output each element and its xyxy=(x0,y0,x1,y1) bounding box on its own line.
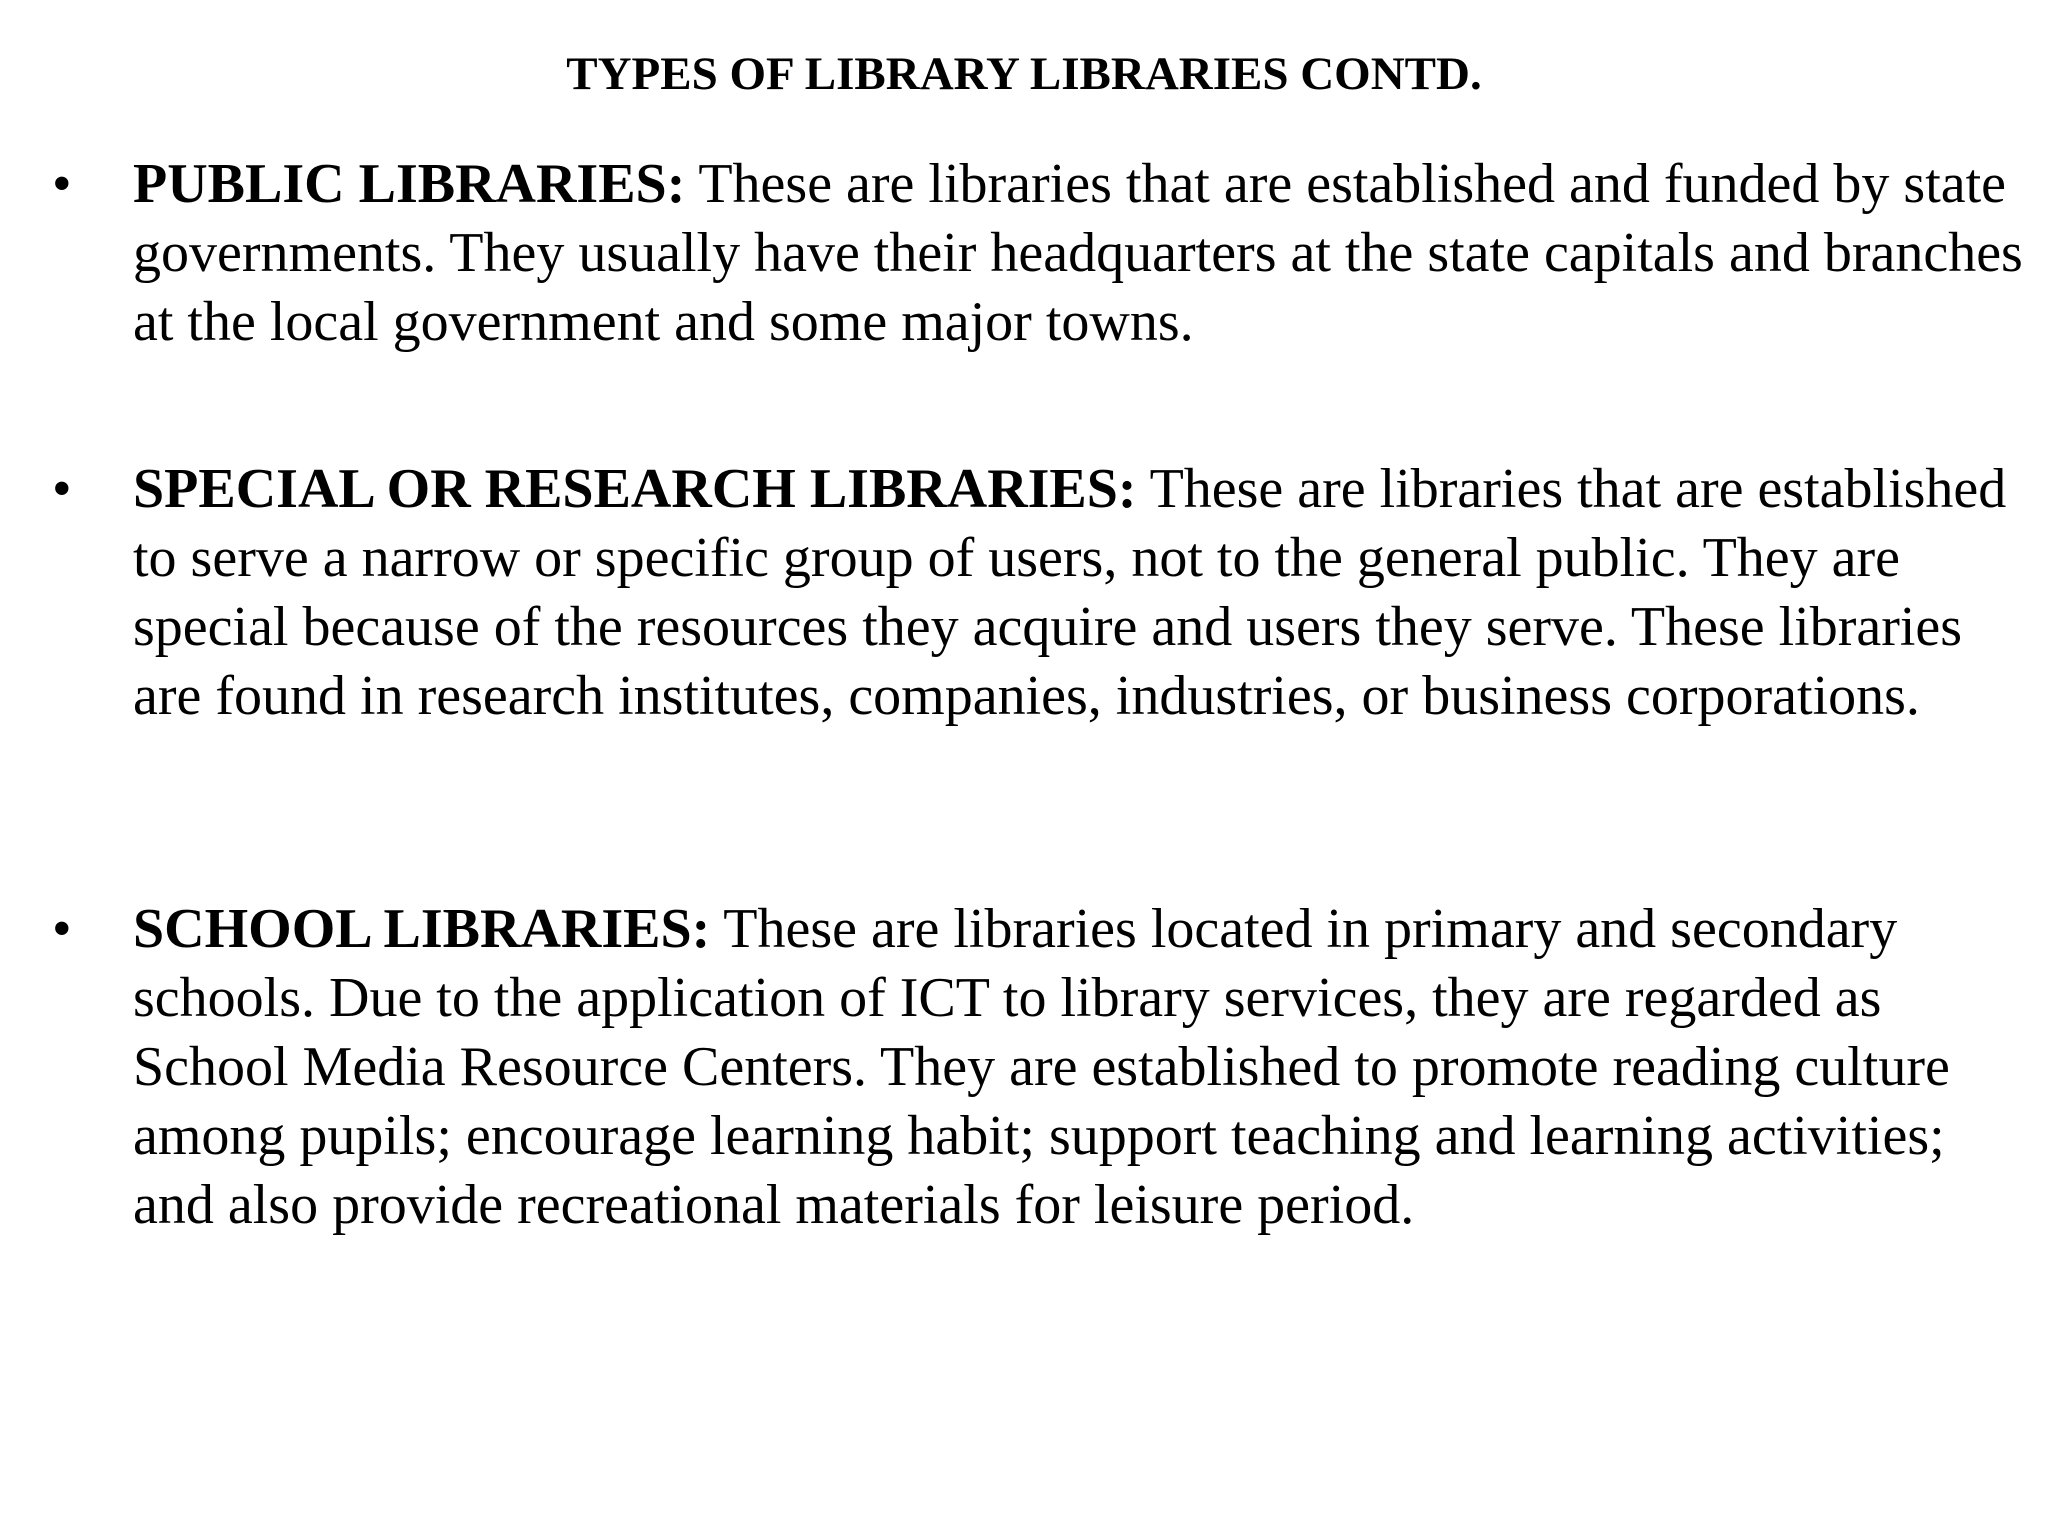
bullet-text xyxy=(133,150,2023,357)
bullet-term: PUBLIC LIBRARIES: xyxy=(133,153,686,215)
bullet-text xyxy=(133,455,2023,731)
bullet-description: These are libraries that are established and funded by state governments. They usually have their headquarters at the state capitals and branches at the local government and some major towns. xyxy=(133,153,2023,353)
bullet-term: SPECIAL OR RESEARCH LIBRARIES: xyxy=(133,458,1137,520)
bullet-term: SCHOOL LIBRARIES: xyxy=(133,898,711,960)
bullet-text xyxy=(133,895,2023,1240)
bullet-icon: • xyxy=(52,898,72,960)
bullet-description: These are libraries that are established to serve a narrow or specific group of users, not to the general public. They are special because of the resources they acquire and users they serve. These libraries are found in research institutes, companies, industries, or business corporations. xyxy=(133,458,2007,727)
bullet-icon: • xyxy=(52,458,72,520)
slide-title: TYPES OF LIBRARY LIBRARIES CONTD. xyxy=(566,48,1482,100)
bullet-icon: • xyxy=(52,153,72,215)
bullet-description: These are libraries located in primary and secondary schools. Due to the application of ICT to library services, they are regarded as School Media Resource Centers. They are established to promote reading culture among pupils; encourage learning habit; support teaching and learning activities; and also provide recreational materials for leisure period. xyxy=(133,898,1950,1236)
